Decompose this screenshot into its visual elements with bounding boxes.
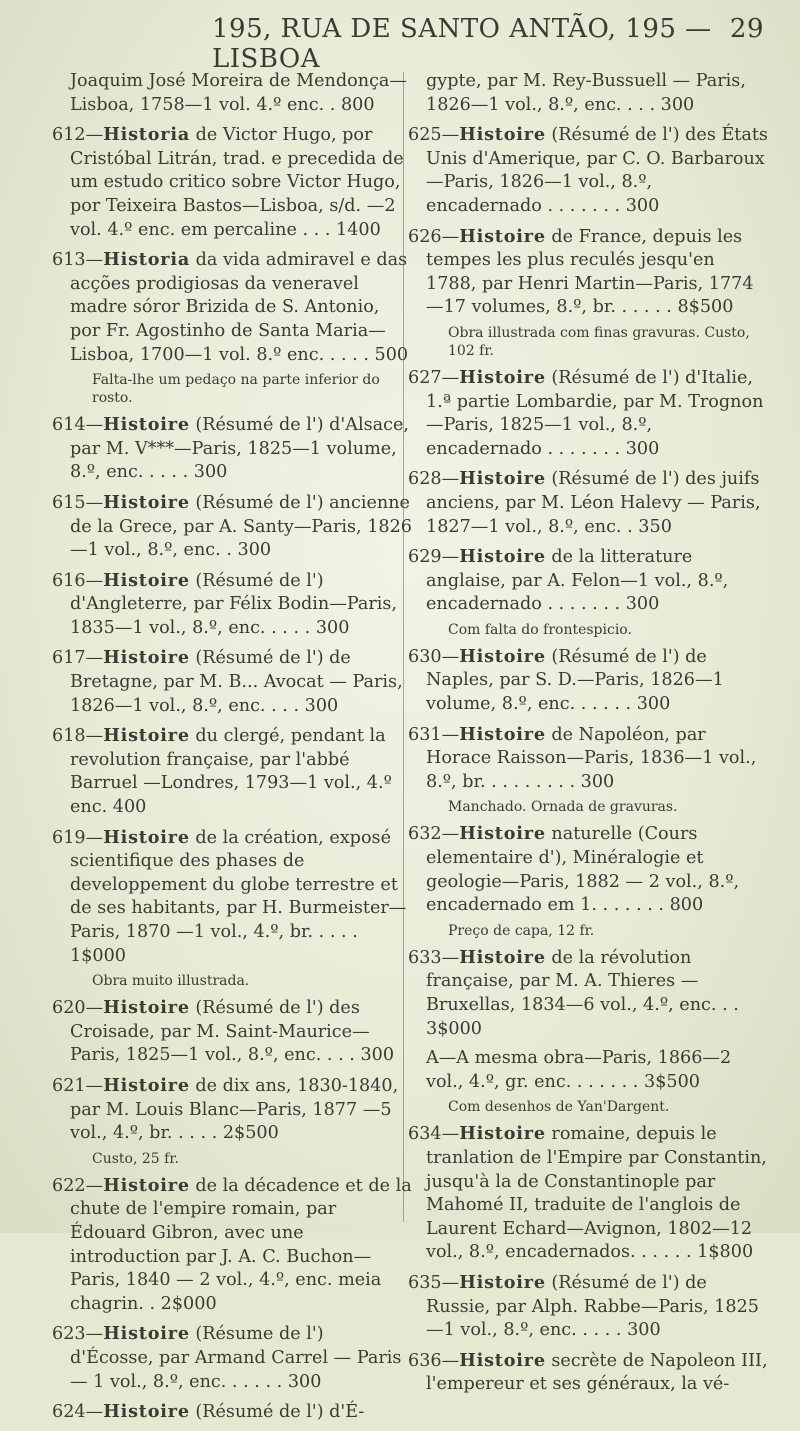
catalog-entry <box>408 822 768 917</box>
entry-keyword: Histoire <box>103 1323 190 1345</box>
entry-keyword: Histoire <box>459 468 546 490</box>
entry-text: du clergé, pendant la revolution française, par l'abbé Barruel —Londres, 1793—1 vol., 4.º enc. 400 <box>70 726 392 818</box>
entry-keyword: Histoire <box>103 1074 190 1096</box>
page-header <box>30 14 770 74</box>
catalog-entry <box>408 1271 768 1343</box>
entry-keyword: Historia <box>103 249 191 271</box>
entry-number: 632— <box>408 824 460 845</box>
entry-number: 621— <box>52 1075 104 1096</box>
catalog-entry <box>408 123 768 218</box>
entry-continuation: Joaquim José Moreira de Mendonça—Lisboa, 1758—1 vol. 4.º enc. . 800 <box>70 71 408 115</box>
entry-keyword: Histoire <box>459 225 546 247</box>
entry-number: 612— <box>52 125 104 146</box>
entry-text: (Résume de l') d'Écosse, par Armand Carrel — Paris — 1 vol., 8.º, enc. . . . . . 300 <box>70 1324 402 1392</box>
entry-text: (Résumé de l') des États Unis d'Amerique, par C. O. Barbaroux—Paris, 1826—1 vol., 8.º, encadernado . . . . . . . 300 <box>426 125 768 216</box>
catalog-entry <box>52 1074 412 1146</box>
entry-note: Com desenhos de Yan'Dargent. <box>448 1099 670 1116</box>
entry-text: (Résumé de l') ancienne de la Grece, par A. Santy—Paris, 1826—1 vol., 8.º, enc. . 300 <box>70 492 412 561</box>
entry-note: Custo, 25 fr. <box>92 1150 179 1167</box>
entry-number: 636— <box>408 1350 460 1371</box>
entry-keyword: Histoire <box>103 414 190 436</box>
entry-number: 631— <box>408 724 460 745</box>
catalog-entry <box>52 996 412 1068</box>
entry-keyword: Histoire <box>103 491 190 513</box>
entry-note: Obra illustrada com finas gravuras. Custo, 102 fr. <box>448 324 750 359</box>
entry-text: de Napoléon, par Horace Raisson—Paris, 1836—1 vol., 8.º, br. . . . . . . . . 300 <box>426 724 757 792</box>
catalog-entry <box>52 569 412 641</box>
catalog-entry <box>52 826 412 969</box>
entry-text: de la litterature anglaise, par A. Felon—1 vol., 8.º, encadernado . . . . . . . 300 <box>426 547 729 615</box>
entry-keyword: Histoire <box>459 124 546 146</box>
catalog-entry <box>52 646 412 718</box>
entry-text: de Victor Hugo, por Cristóbal Litrán, trad. e precedida de um estudo critico sobre Victor Hugo, por Teixeira Bastos—Lisboa, s/d. —2 vol. 4.º enc. em percaline . . . 1400 <box>70 125 404 240</box>
entry-keyword: Histoire <box>459 1349 546 1371</box>
entry-keyword: Histoire <box>459 723 546 745</box>
entry-text: de France, depuis les tempes les plus reculés jesqu'en 1788, par Henri Martin—Paris, 1774—17 volumes, 8.º, br. . . . . . 8$500 <box>426 226 754 318</box>
entry-continuation: A—A mesma obra—Paris, 1866—2 vol., 4.º, gr. enc. . . . . . . 3$500 <box>426 1048 732 1092</box>
entry-text: romaine, depuis le tranlation de l'Empire par Constantin, jusqu'à la de Constantinople par Mahomé II, traduite de l'anglois de Laurent Echard—Avignon, 1802—12 vol., 8.º, encadernados. . . . . . 1$800 <box>426 1124 767 1263</box>
entry-number: 615— <box>52 492 104 513</box>
catalog-entry <box>408 467 768 539</box>
entry-text: de la création, exposé scientifique des phases de developpement du globe terrestre et de ses habitants, par H. Burmeister—Paris, 1870 —1 vol., 4.º, br. . . . . 1$000 <box>70 827 407 966</box>
entry-note: Com falta do frontespicio. <box>448 621 632 638</box>
entry-note: Manchado. Ornada de gravuras. <box>448 799 678 816</box>
page-number: 29 <box>729 14 764 44</box>
entry-keyword: Histoire <box>459 1271 546 1293</box>
entry-keyword: Histoire <box>103 725 190 747</box>
entry-note: Preço de capa, 12 fr. <box>448 922 595 939</box>
entry-number: 629— <box>408 547 460 568</box>
catalog-entry <box>408 1349 768 1397</box>
entry-number: 624— <box>52 1402 104 1423</box>
catalog-entry <box>52 491 412 563</box>
entry-note: Falta-lhe um pedaço na parte inferior do rosto. <box>92 372 380 407</box>
catalog-entry <box>408 645 768 717</box>
entry-text: naturelle (Cours elementaire d'), Minéralogie et geologie—Paris, 1882 — 2 vol., 8.º, encadernado em 1. . . . . . . 800 <box>426 824 740 916</box>
catalog-entry <box>408 225 768 320</box>
entry-text: (Résumé de l') des juifs anciens, par M. Léon Halevy — Paris, 1827—1 vol., 8.º, enc. . 350 <box>426 469 761 537</box>
catalog-entry <box>52 1322 412 1394</box>
entry-number: 618— <box>52 726 104 747</box>
entry-number: 613— <box>52 250 104 271</box>
catalog-entry <box>52 123 412 242</box>
entry-keyword: Histoire <box>459 823 546 845</box>
entry-text: secrète de Napoleon III, l'empereur et ses généraux, la vé- <box>426 1350 768 1395</box>
catalog-entry <box>408 723 768 795</box>
entry-text: de la décadence et de la chute de l'empire romain, par Édouard Gibron, avec une introduction par J. A. C. Buchon—Paris, 1840 — 2 vol., 4.º, enc. meia chagrin. . 2$000 <box>70 1175 412 1314</box>
entry-keyword: Histoire <box>459 546 546 568</box>
entry-text: (Résumé de l') de Naples, par S. D.—Paris, 1826—1 volume, 8.º, enc. . . . . . 300 <box>426 646 724 715</box>
entry-keyword: Histoire <box>103 997 190 1019</box>
catalog-entry <box>408 946 768 1041</box>
catalog-entry <box>52 413 412 485</box>
entry-text: (Résumé de l') de Bretagne, par M. B... Avocat — Paris, 1826—1 vol., 8.º, enc. . . . 300 <box>70 648 403 716</box>
entry-keyword: Histoire <box>459 946 546 968</box>
catalog-entry <box>408 545 768 617</box>
entry-text: da vida admiravel e das acções prodigiosas da veneravel madre sóror Brizida de S. Antonio, por Fr. Agostinho de Santa Maria—Lisboa, 1700—1 vol. 8.º enc. . . . . 500 <box>70 250 409 365</box>
left-column <box>52 70 412 1431</box>
entry-continuation: gypte, par M. Rey-Bussuell — Paris, 1826—1 vol., 8.º, enc. . . . 300 <box>426 71 746 115</box>
header-address: 195, RUA DE SANTO ANTÃO, 195 — LISBOA <box>212 14 712 74</box>
entry-keyword: Histoire <box>103 826 190 848</box>
entry-number: 616— <box>52 570 104 591</box>
catalog-entry <box>408 1122 768 1265</box>
entry-keyword: Histoire <box>459 366 546 388</box>
entry-number: 625— <box>408 125 460 146</box>
entry-number: 630— <box>408 646 460 667</box>
catalog-entry <box>52 1400 412 1425</box>
entry-number: 623— <box>52 1324 104 1345</box>
entry-keyword: Histoire <box>103 569 190 591</box>
entry-number: 633— <box>408 947 460 968</box>
entry-number: 617— <box>52 648 104 669</box>
entry-number: 622— <box>52 1175 104 1196</box>
entry-text: (Résumé de l') d'É- <box>189 1402 365 1423</box>
entry-number: 634— <box>408 1124 460 1145</box>
entry-number: 627— <box>408 367 460 388</box>
entry-number: 620— <box>52 998 104 1019</box>
entry-text: de dix ans, 1830-1840, par M. Louis Blanc—Paris, 1877 —5 vol., 4.º, br. . . . . 2$500 <box>70 1075 399 1144</box>
entry-keyword: Histoire <box>103 647 190 669</box>
entry-text: (Résumé de l') d'Angleterre, par Félix Bodin—Paris, 1835—1 vol., 8.º, enc. . . . . 300 <box>70 570 398 638</box>
entry-keyword: Historia <box>103 124 191 146</box>
entry-keyword: Histoire <box>459 1123 546 1145</box>
right-column <box>408 70 768 1403</box>
entry-number: 628— <box>408 469 460 490</box>
entry-text: de la révolution française, par M. A. Thieres — Bruxellas, 1834—6 vol., 4.º, enc. . . 3$000 <box>426 947 739 1039</box>
entry-text: (Résumé de l') des Croisade, par M. Saint-Maurice—Paris, 1825—1 vol., 8.º, enc. . . . 300 <box>70 998 395 1066</box>
catalog-entry <box>52 248 412 367</box>
catalog-entry <box>52 1174 412 1317</box>
catalog-entry <box>408 366 768 461</box>
entry-number: 619— <box>52 827 104 848</box>
entry-text: (Résumé de l') d'Italie, 1.ª partie Lombardie, par M. Trognon—Paris, 1825—1 vol., 8.º, encadernado . . . . . . . 300 <box>426 367 764 459</box>
entry-keyword: Histoire <box>103 1174 190 1196</box>
entry-number: 635— <box>408 1272 460 1293</box>
catalog-entry <box>52 724 412 819</box>
entry-text: (Résumé de l') d'Alsace, par M. V***—Paris, 1825—1 volume, 8.º, enc. . . . . 300 <box>70 415 409 483</box>
entry-note: Obra muito illustrada. <box>92 973 250 990</box>
entry-keyword: Histoire <box>103 1401 190 1423</box>
entry-number: 626— <box>408 226 460 247</box>
entry-number: 614— <box>52 415 104 436</box>
entry-keyword: Histoire <box>459 645 546 667</box>
entry-text: (Résumé de l') de Russie, par Alph. Rabbe—Paris, 1825 —1 vol., 8.º, enc. . . . . 300 <box>426 1272 759 1341</box>
